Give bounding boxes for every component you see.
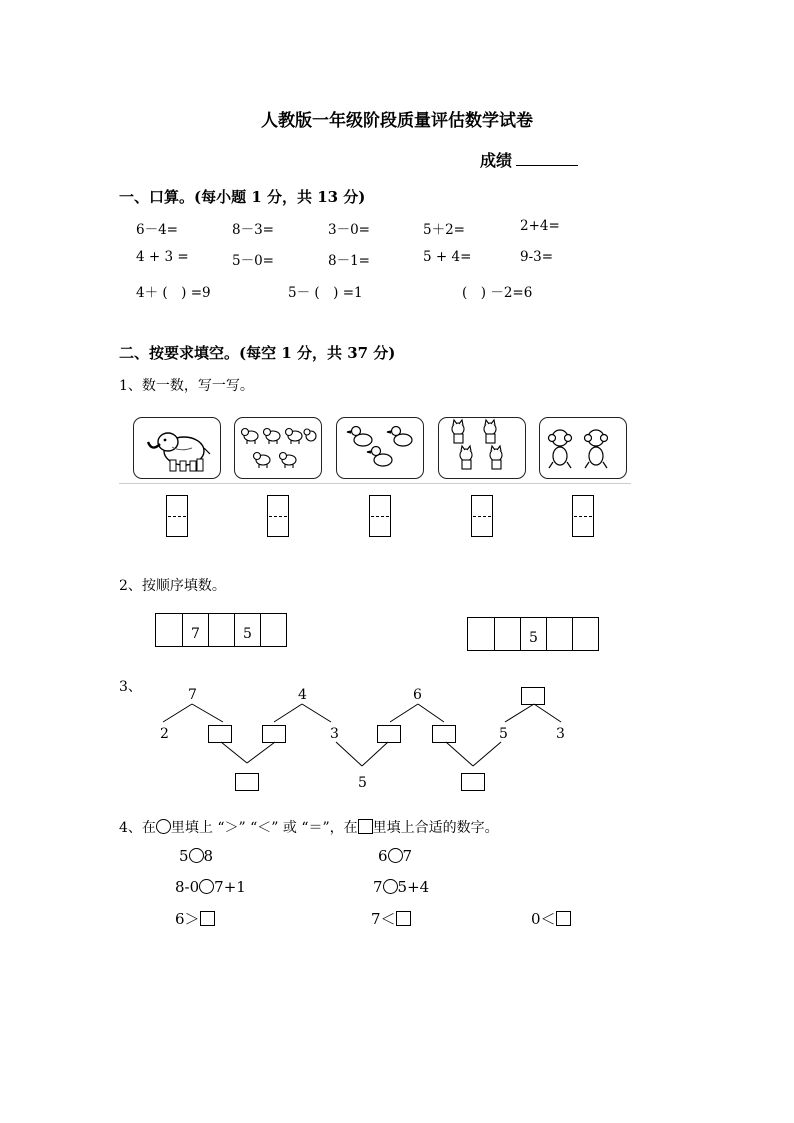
compare-left: 5 <box>179 847 189 865</box>
compare-left: 8-0 <box>175 878 200 896</box>
sequence-cell[interactable] <box>260 614 286 646</box>
compare-right: 7+1 <box>214 878 246 896</box>
compare-item <box>175 908 215 929</box>
sequence-cell: 5 <box>234 614 260 646</box>
calc-item: 5＋2= <box>423 222 465 238</box>
cats-picture <box>438 417 526 479</box>
compare-item <box>175 878 246 896</box>
tree-number: 2 <box>160 726 169 742</box>
dogs-picture <box>234 417 322 479</box>
compare-item <box>531 908 571 929</box>
compare-circle[interactable] <box>383 879 398 894</box>
tree-number: 6 <box>413 687 422 703</box>
sequence-cell[interactable] <box>546 618 572 650</box>
calc-item: 4＋ ( ) =9 <box>136 285 211 301</box>
sequence-cell[interactable] <box>208 614 234 646</box>
sequence-left <box>155 613 287 647</box>
compare-item <box>179 847 213 865</box>
answer-box[interactable] <box>267 495 289 537</box>
section2-heading: 二、按要求填空。(每空 1 分，共 37 分) <box>119 344 396 362</box>
question-4-text: 里填上合适的数字。 <box>372 820 499 836</box>
compare-right: 5+4 <box>397 878 430 896</box>
elephant-picture <box>133 417 221 479</box>
calc-item: 8－3= <box>232 222 274 238</box>
calc-item: ( ) －2=6 <box>462 285 533 301</box>
tree-answer-box[interactable] <box>461 773 485 791</box>
question-1: 1、数一数，写一写。 <box>119 378 254 394</box>
ducks-picture <box>336 417 424 479</box>
divider <box>119 483 631 484</box>
sequence-cell[interactable] <box>468 618 494 650</box>
square-icon <box>358 819 373 834</box>
tree-number: 7 <box>188 687 197 703</box>
question-4 <box>119 817 499 837</box>
compare-square[interactable] <box>556 911 571 926</box>
question-4-text: 里填上 “＞” “＜” 或 “＝”，在 <box>170 820 358 836</box>
compare-left: 7＜ <box>371 910 396 928</box>
compare-item <box>378 847 412 865</box>
calc-item: 5－ ( ) =1 <box>288 285 363 301</box>
sequence-cell: 5 <box>520 618 546 650</box>
sequence-cell[interactable] <box>156 614 182 646</box>
tree-answer-box[interactable] <box>208 725 232 743</box>
question-4-text: 4、在 <box>119 820 156 836</box>
tree-number: 5 <box>358 775 367 791</box>
answer-box[interactable] <box>471 495 493 537</box>
tree-answer-box[interactable] <box>377 725 401 743</box>
compare-circle[interactable] <box>388 848 403 863</box>
compare-circle[interactable] <box>199 879 214 894</box>
sequence-cell[interactable] <box>494 618 520 650</box>
page-title: 人教版一年级阶段质量评估数学试卷 <box>261 111 533 131</box>
circle-icon <box>156 819 171 834</box>
compare-item <box>373 878 429 896</box>
compare-left: 0＜ <box>531 910 556 928</box>
tree-answer-box[interactable] <box>521 687 545 705</box>
score-label: 成绩 <box>480 151 513 170</box>
question-2: 2、按顺序填数。 <box>119 578 226 594</box>
answer-box[interactable] <box>369 495 391 537</box>
score-blank[interactable] <box>516 151 578 166</box>
sequence-cell: 7 <box>182 614 208 646</box>
compare-right: 7 <box>402 847 413 865</box>
compare-left: 7 <box>373 878 383 896</box>
calc-item: 8－1= <box>328 253 370 269</box>
tree-answer-box[interactable] <box>432 725 456 743</box>
calc-item: 9-3= <box>520 249 554 265</box>
compare-square[interactable] <box>396 911 411 926</box>
calc-item: 5－0= <box>232 253 274 269</box>
compare-left: 6＞ <box>175 910 200 928</box>
tree-number: 5 <box>499 726 508 742</box>
calc-item: 5 + 4= <box>423 249 472 265</box>
compare-square[interactable] <box>200 911 215 926</box>
calc-item: 4 + 3 = <box>136 249 189 265</box>
compare-item <box>371 908 411 929</box>
answer-box[interactable] <box>572 495 594 537</box>
score-field <box>480 148 578 171</box>
tree-number: 4 <box>298 687 307 703</box>
calc-item: 2+4= <box>520 218 560 234</box>
calc-item: 6－4= <box>136 222 178 238</box>
answer-box[interactable] <box>166 495 188 537</box>
sequence-right <box>467 617 599 651</box>
compare-right: 8 <box>203 847 214 865</box>
sequence-cell[interactable] <box>572 618 598 650</box>
number-tree-lines <box>150 690 600 800</box>
tree-number: 3 <box>330 726 339 742</box>
tree-number: 3 <box>556 726 565 742</box>
compare-left: 6 <box>378 847 388 865</box>
question-3: 3、 <box>119 679 142 695</box>
section1-heading: 一、口算。(每小题 1 分，共 13 分) <box>119 188 366 206</box>
calc-item: 3－0= <box>328 222 370 238</box>
monkeys-picture <box>539 417 627 479</box>
tree-answer-box[interactable] <box>262 725 286 743</box>
tree-answer-box[interactable] <box>235 773 259 791</box>
compare-circle[interactable] <box>189 848 204 863</box>
